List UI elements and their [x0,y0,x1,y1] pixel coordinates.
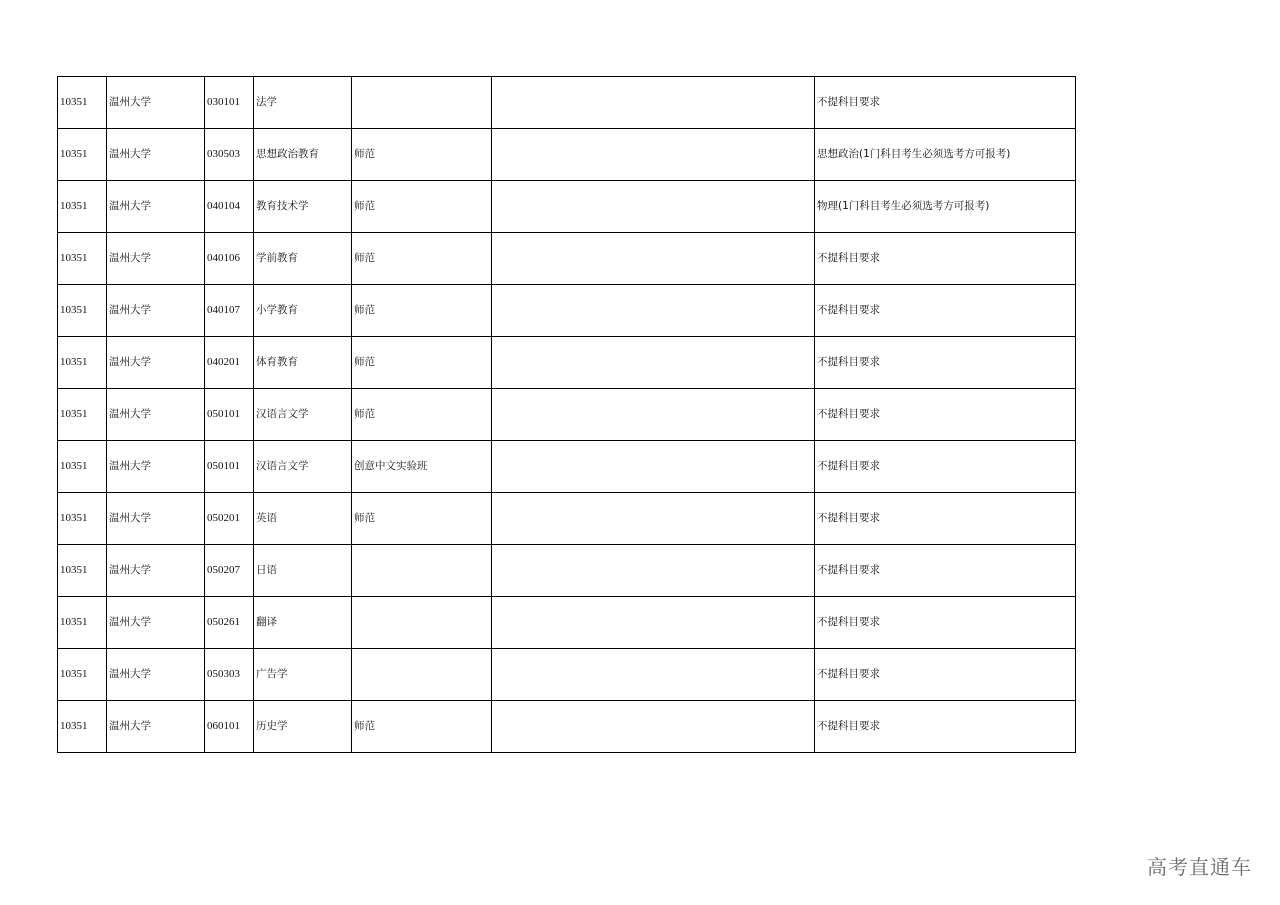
school-name-cell: 温州大学 [107,181,205,233]
major-note-cell: 师范 [352,493,492,545]
subject-requirement-cell: 不提科目要求 [815,337,1076,389]
major-code-cell: 050101 [205,441,254,493]
major-code-cell: 050261 [205,597,254,649]
school-name-cell: 温州大学 [107,493,205,545]
table-row [58,545,1076,597]
subject-requirement-cell: 思想政治(1门科目考生必须选考方可报考) [815,129,1076,181]
school-name-cell: 温州大学 [107,77,205,129]
subject-requirement-cell: 不提科目要求 [815,77,1076,129]
major-name-cell: 小学教育 [254,285,352,337]
major-note-cell: 师范 [352,181,492,233]
school-code-cell: 10351 [58,77,107,129]
major-code-cell: 050201 [205,493,254,545]
school-name-cell: 温州大学 [107,649,205,701]
school-name-cell: 温州大学 [107,441,205,493]
subject-requirement-cell: 物理(1门科目考生必须选考方可报考) [815,181,1076,233]
major-name-cell: 学前教育 [254,233,352,285]
major-name-cell: 历史学 [254,701,352,753]
table-row [58,389,1076,441]
school-name-cell: 温州大学 [107,233,205,285]
major-code-cell: 040104 [205,181,254,233]
major-code-cell: 050207 [205,545,254,597]
major-note-cell: 师范 [352,129,492,181]
blank-cell [492,389,815,441]
major-name-cell: 教育技术学 [254,181,352,233]
major-note-cell: 师范 [352,337,492,389]
table-row [58,493,1076,545]
table-row [58,77,1076,129]
school-name-cell: 温州大学 [107,129,205,181]
blank-cell [492,77,815,129]
blank-cell [492,597,815,649]
major-note-cell [352,545,492,597]
table-row [58,597,1076,649]
table-row [58,129,1076,181]
major-note-cell: 师范 [352,701,492,753]
blank-cell [492,337,815,389]
school-code-cell: 10351 [58,181,107,233]
school-name-cell: 温州大学 [107,597,205,649]
table-row [58,233,1076,285]
blank-cell [492,493,815,545]
blank-cell [492,545,815,597]
major-name-cell: 英语 [254,493,352,545]
subject-requirement-cell: 不提科目要求 [815,649,1076,701]
subject-requirement-cell: 不提科目要求 [815,545,1076,597]
major-name-cell: 思想政治教育 [254,129,352,181]
blank-cell [492,285,815,337]
major-code-cell: 030101 [205,77,254,129]
school-code-cell: 10351 [58,233,107,285]
major-code-cell: 050303 [205,649,254,701]
major-code-cell: 060101 [205,701,254,753]
major-note-cell: 师范 [352,233,492,285]
major-name-cell: 汉语言文学 [254,389,352,441]
school-code-cell: 10351 [58,285,107,337]
major-code-cell: 030503 [205,129,254,181]
major-code-cell: 050101 [205,389,254,441]
school-name-cell: 温州大学 [107,701,205,753]
major-note-cell: 创意中文实验班 [352,441,492,493]
major-name-cell: 广告学 [254,649,352,701]
school-code-cell: 10351 [58,389,107,441]
subject-requirement-cell: 不提科目要求 [815,597,1076,649]
major-name-cell: 法学 [254,77,352,129]
blank-cell [492,181,815,233]
school-code-cell: 10351 [58,545,107,597]
major-name-cell: 体育教育 [254,337,352,389]
table-row [58,337,1076,389]
school-code-cell: 10351 [58,701,107,753]
school-code-cell: 10351 [58,129,107,181]
blank-cell [492,129,815,181]
subject-requirement-cell: 不提科目要求 [815,441,1076,493]
blank-cell [492,649,815,701]
table-body [58,77,1076,753]
school-name-cell: 温州大学 [107,545,205,597]
major-note-cell [352,597,492,649]
blank-cell [492,701,815,753]
table-row [58,649,1076,701]
subject-requirement-cell: 不提科目要求 [815,389,1076,441]
major-name-cell: 汉语言文学 [254,441,352,493]
major-code-cell: 040201 [205,337,254,389]
table-row [58,441,1076,493]
subject-requirements-table [57,76,1076,753]
table-row [58,701,1076,753]
major-code-cell: 040107 [205,285,254,337]
major-note-cell: 师范 [352,285,492,337]
school-code-cell: 10351 [58,649,107,701]
blank-cell [492,441,815,493]
subject-requirement-cell: 不提科目要求 [815,493,1076,545]
school-code-cell: 10351 [58,493,107,545]
major-name-cell: 翻译 [254,597,352,649]
major-note-cell [352,649,492,701]
table-row [58,285,1076,337]
subject-requirement-cell: 不提科目要求 [815,285,1076,337]
major-name-cell: 日语 [254,545,352,597]
subject-requirement-cell: 不提科目要求 [815,701,1076,753]
school-name-cell: 温州大学 [107,389,205,441]
major-note-cell [352,77,492,129]
school-name-cell: 温州大学 [107,337,205,389]
watermark-text: 高考直通车 [1147,855,1252,879]
school-code-cell: 10351 [58,441,107,493]
subject-requirement-cell: 不提科目要求 [815,233,1076,285]
major-note-cell: 师范 [352,389,492,441]
table-row [58,181,1076,233]
school-name-cell: 温州大学 [107,285,205,337]
major-code-cell: 040106 [205,233,254,285]
blank-cell [492,233,815,285]
school-code-cell: 10351 [58,597,107,649]
school-code-cell: 10351 [58,337,107,389]
